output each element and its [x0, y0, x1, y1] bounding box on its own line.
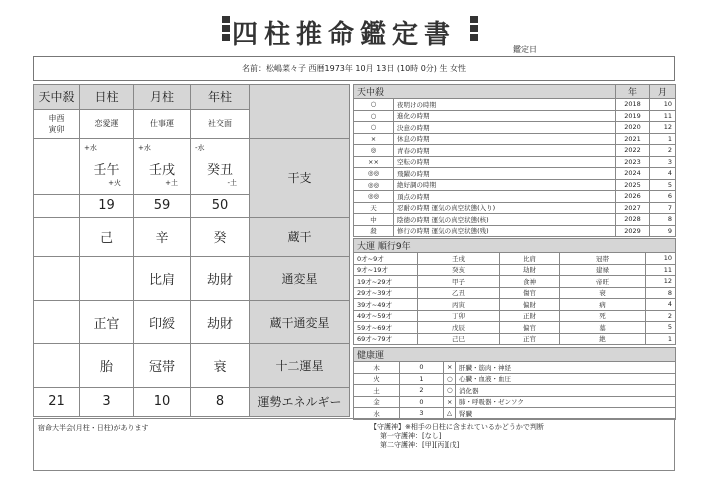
- kenko-row-cell: 消化器: [456, 385, 676, 397]
- title-bar-right: [470, 16, 478, 42]
- zokan-tsuhen-cell: 劫財: [191, 300, 250, 344]
- pillar-bot: +火: [108, 178, 121, 187]
- juniun-cell: 胎: [80, 344, 134, 388]
- tenchu-row-cell: ×: [354, 133, 394, 145]
- taiun-row-cell: 己巳: [418, 333, 500, 345]
- kenko-row: [354, 385, 676, 397]
- kenko-row-cell: 土: [354, 385, 400, 397]
- tenchu-row-cell: 9: [650, 225, 676, 237]
- tenchu-row-cell: 陰徳の時期 運気の真空状態(核): [394, 214, 616, 226]
- header-tenchusatsu: 天中殺: [34, 85, 80, 110]
- kenko-section: [353, 347, 675, 420]
- taiun-header: 大運 順行9年: [354, 239, 676, 253]
- tenchu-row-cell: 2019: [616, 110, 650, 122]
- taiun-row: [354, 287, 676, 299]
- tenchu-row-cell: 青春の時期: [394, 145, 616, 157]
- tenchu-row: [354, 214, 676, 226]
- taiun-row-cell: 11: [646, 264, 676, 276]
- zokan-tsuhen-label: 蔵干通変星: [250, 300, 350, 344]
- unsei-cell: 恋愛運: [80, 109, 134, 138]
- kenko-row-cell: 腎臓: [456, 408, 676, 420]
- shugoshin-line: 【守護神】※相手の日柱に含まれているかどうかで判断: [370, 423, 544, 431]
- pillar-cell: [134, 138, 191, 194]
- tenchu-row: [354, 122, 676, 134]
- taiun-row-cell: 絶: [560, 333, 646, 345]
- tenchu-row-cell: 10: [650, 99, 676, 111]
- tenchu-row-cell: ××: [354, 156, 394, 168]
- tenchu-row-cell: 5: [650, 179, 676, 191]
- tenchusatsu-line: 申酉: [48, 113, 65, 123]
- tenchu-row-cell: 11: [650, 110, 676, 122]
- tenchu-row-cell: 2020: [616, 122, 650, 134]
- tenchu-row-cell: 12: [650, 122, 676, 134]
- pillar-top: +水: [138, 143, 151, 152]
- tenchu-row: [354, 110, 676, 122]
- kenko-row-cell: 肺・呼吸器・ゼンソク: [456, 396, 676, 408]
- taiun-row-cell: 帝旺: [560, 276, 646, 288]
- tenchu-row-cell: 絶好調の時期: [394, 179, 616, 191]
- taiun-row: [354, 322, 676, 334]
- unsei-cell: 仕事運: [134, 109, 191, 138]
- empty-cell: [34, 344, 80, 388]
- tenchu-row-cell: 天: [354, 202, 394, 214]
- tenchu-row-cell: 殺: [354, 225, 394, 237]
- pillar-table: [33, 84, 350, 417]
- kenko-row-cell: 3: [400, 408, 444, 420]
- tenchu-row: [354, 145, 676, 157]
- tenchu-row-cell: 飛躍の時期: [394, 168, 616, 180]
- shugoshin-line: 第一守護神：[なし]: [380, 432, 442, 440]
- taiun-row-cell: 病: [560, 299, 646, 311]
- taiun-row-cell: 甲子: [418, 276, 500, 288]
- taiun-row-cell: 建禄: [560, 264, 646, 276]
- zokan-tsuhen-cell: 印綬: [134, 300, 191, 344]
- taiun-row-cell: 正財: [500, 310, 560, 322]
- tenchu-row: [354, 168, 676, 180]
- tenchu-row-cell: ○: [354, 99, 394, 111]
- pillar-top: -水: [195, 143, 205, 152]
- juniun-cell: 冠帯: [134, 344, 191, 388]
- tenchu-row-cell: 中: [354, 214, 394, 226]
- header-blank: [250, 85, 350, 139]
- kenko-row-cell: ○: [444, 385, 456, 397]
- taiun-row-cell: 食神: [500, 276, 560, 288]
- kantei-date-label: 鑑定日: [513, 45, 537, 54]
- taiun-row-cell: 丙寅: [418, 299, 500, 311]
- kenko-row-cell: 心臓・血液・血圧: [456, 373, 676, 385]
- empty-cell: [34, 138, 80, 194]
- notes-box: [33, 418, 675, 471]
- juniun-cell: 衰: [191, 344, 250, 388]
- taiun-row: [354, 333, 676, 345]
- energy-cell: 3: [80, 387, 134, 416]
- tenchu-row-cell: 8: [650, 214, 676, 226]
- tenchu-row: [354, 179, 676, 191]
- kenko-row-cell: ○: [444, 373, 456, 385]
- empty-cell: [34, 194, 80, 217]
- taiun-row-cell: 0才~9才: [354, 253, 418, 265]
- taiun-row-cell: 4: [646, 299, 676, 311]
- pillar-mid: 壬午: [93, 162, 120, 178]
- tenchu-row-cell: 2022: [616, 145, 650, 157]
- title-area: [0, 6, 702, 54]
- kenko-row-cell: 2: [400, 385, 444, 397]
- tenchu-row-cell: 修行の時期 運気の真空状態(残): [394, 225, 616, 237]
- tenchu-row-cell: 2023: [616, 156, 650, 168]
- juniun-label: 十二運星: [250, 344, 350, 388]
- kenko-header: 健康運: [354, 348, 676, 362]
- kenko-row-cell: 火: [354, 373, 400, 385]
- pillar-bot: +土: [165, 178, 178, 187]
- empty-cell: [34, 257, 80, 301]
- energy-label: 運勢エネルギー: [250, 387, 350, 416]
- zokan-cell: 辛: [134, 217, 191, 256]
- taiun-section: [353, 238, 675, 345]
- name-line: 名前：松嶋菜々子 西暦1973年 10月 13日 (10時 0分) 生 女性: [33, 56, 675, 81]
- taiun-row-cell: 偏官: [500, 322, 560, 334]
- taiun-row-cell: 比肩: [500, 253, 560, 265]
- tenchu-row-cell: 2028: [616, 214, 650, 226]
- shugoshin-notes: [370, 423, 544, 450]
- pillar-mid: 壬戌: [148, 162, 175, 178]
- kenko-row: [354, 373, 676, 385]
- pillar-top: +水: [84, 143, 97, 152]
- taiun-row-cell: 丁卯: [418, 310, 500, 322]
- tsuhen-cell: 劫財: [191, 257, 250, 301]
- tenchu-header: 天中殺: [354, 85, 616, 99]
- tenchu-row-cell: ◎◎: [354, 191, 394, 203]
- energy-cell: 10: [134, 387, 191, 416]
- taiun-row: [354, 310, 676, 322]
- kenko-row: [354, 396, 676, 408]
- number-cell: 19: [80, 194, 134, 217]
- kenko-row-cell: 木: [354, 362, 400, 374]
- tenchu-row-cell: 2025: [616, 179, 650, 191]
- tenchu-row-cell: 6: [650, 191, 676, 203]
- empty-cell: [34, 300, 80, 344]
- tenchu-row: [354, 202, 676, 214]
- tenchu-row-cell: 休息の時期: [394, 133, 616, 145]
- col-month: 月: [650, 85, 676, 99]
- taiun-row-cell: 死: [560, 310, 646, 322]
- taiun-row-cell: 69才~79才: [354, 333, 418, 345]
- tsuhen-cell: [80, 257, 134, 301]
- tenchu-row-cell: 忍耐の時期 運気の真空状態(入り): [394, 202, 616, 214]
- taiun-row-cell: 10: [646, 253, 676, 265]
- tenchusatsu-cell: [34, 109, 80, 138]
- taiun-row-cell: 5: [646, 322, 676, 334]
- tenchu-row: [354, 133, 676, 145]
- tenchu-row-cell: 2024: [616, 168, 650, 180]
- kenko-row-cell: 0: [400, 362, 444, 374]
- tenchu-row-cell: 2026: [616, 191, 650, 203]
- tenchu-section: [353, 84, 675, 237]
- unsei-cell: 社交面: [191, 109, 250, 138]
- taiun-row-cell: 衰: [560, 287, 646, 299]
- taiun-row-cell: 傷官: [500, 287, 560, 299]
- taiun-row-cell: 壬戌: [418, 253, 500, 265]
- header-nichichu: 日柱: [80, 85, 134, 110]
- taiun-row-cell: 乙丑: [418, 287, 500, 299]
- pillar-cell: [80, 138, 134, 194]
- zokan-cell: 己: [80, 217, 134, 256]
- tenchu-row: [354, 156, 676, 168]
- energy-cell: 8: [191, 387, 250, 416]
- taiun-row-cell: 冠帯: [560, 253, 646, 265]
- pillar-mid: 癸丑: [206, 162, 233, 178]
- col-year: 年: [616, 85, 650, 99]
- kenko-row: [354, 362, 676, 374]
- energy-cell: 21: [34, 387, 80, 416]
- empty-cell: [34, 217, 80, 256]
- tenchu-row-cell: ○: [354, 122, 394, 134]
- tenchu-row-cell: 1: [650, 133, 676, 145]
- taiun-row-cell: 墓: [560, 322, 646, 334]
- tenchu-row-cell: 7: [650, 202, 676, 214]
- tenchu-row-cell: 決意の時期: [394, 122, 616, 134]
- eto-label: 干支: [250, 138, 350, 217]
- taiun-row-cell: 49才~59才: [354, 310, 418, 322]
- tenchu-row-cell: ◎: [354, 145, 394, 157]
- taiun-row-cell: 9才~19才: [354, 264, 418, 276]
- kenko-row-cell: 1: [400, 373, 444, 385]
- tenchu-row-cell: 2021: [616, 133, 650, 145]
- tenchu-row-cell: 夜明けの時期: [394, 99, 616, 111]
- pillar-bot: -土: [227, 178, 237, 187]
- tenchu-row-cell: 4: [650, 168, 676, 180]
- tenchu-row-cell: ◎◎: [354, 179, 394, 191]
- tenchu-row: [354, 225, 676, 237]
- header-nenchu: 年柱: [191, 85, 250, 110]
- kenko-row-cell: ×: [444, 396, 456, 408]
- zokan-tsuhen-cell: 正官: [80, 300, 134, 344]
- zokan-label: 蔵干: [250, 217, 350, 256]
- kenko-row-cell: △: [444, 408, 456, 420]
- kenko-row-cell: 水: [354, 408, 400, 420]
- tenchu-row-cell: 2018: [616, 99, 650, 111]
- kenko-row-cell: 肝臓・筋肉・神経: [456, 362, 676, 374]
- tenchu-row-cell: 2029: [616, 225, 650, 237]
- tenchu-row: [354, 99, 676, 111]
- tenchu-row: [354, 191, 676, 203]
- number-cell: 59: [134, 194, 191, 217]
- taiun-row-cell: 劫財: [500, 264, 560, 276]
- tenchu-row-cell: 頂点の時期: [394, 191, 616, 203]
- taiun-row: [354, 299, 676, 311]
- taiun-row: [354, 276, 676, 288]
- kenko-row-cell: 0: [400, 396, 444, 408]
- shugoshin-line: 第二守護神：[甲][丙][戊]: [380, 441, 460, 449]
- tenchu-row-cell: ◎◎: [354, 168, 394, 180]
- tenchusatsu-line: 寅卯: [48, 124, 65, 134]
- taiun-row-cell: 59才~69才: [354, 322, 418, 334]
- taiun-row-cell: 正官: [500, 333, 560, 345]
- taiun-row-cell: 8: [646, 287, 676, 299]
- taiun-row-cell: 12: [646, 276, 676, 288]
- tsuhen-label: 通変星: [250, 257, 350, 301]
- kenko-row-cell: ×: [444, 362, 456, 374]
- taiun-row-cell: 2: [646, 310, 676, 322]
- shukumei-note: 宿命大半会(月柱・日柱)があります: [38, 424, 149, 432]
- tsuhen-cell: 比肩: [134, 257, 191, 301]
- tenchu-row-cell: 空転の時期: [394, 156, 616, 168]
- title-bar-left: [222, 16, 230, 42]
- taiun-row-cell: 1: [646, 333, 676, 345]
- taiun-row: [354, 264, 676, 276]
- header-getchu: 月柱: [134, 85, 191, 110]
- page-title: 四柱推命鑑定書: [232, 20, 457, 50]
- taiun-row-cell: 戊辰: [418, 322, 500, 334]
- pillar-cell: [191, 138, 250, 194]
- tenchu-row-cell: 進化の時期: [394, 110, 616, 122]
- kenko-row-cell: 金: [354, 396, 400, 408]
- taiun-row-cell: 29才~39才: [354, 287, 418, 299]
- taiun-row: [354, 253, 676, 265]
- tenchu-row-cell: ○: [354, 110, 394, 122]
- tenchu-row-cell: 3: [650, 156, 676, 168]
- taiun-row-cell: 19才~29才: [354, 276, 418, 288]
- tenchu-row-cell: 2: [650, 145, 676, 157]
- taiun-row-cell: 癸亥: [418, 264, 500, 276]
- taiun-row-cell: 偏財: [500, 299, 560, 311]
- number-cell: 50: [191, 194, 250, 217]
- tenchu-row-cell: 2027: [616, 202, 650, 214]
- taiun-row-cell: 39才~49才: [354, 299, 418, 311]
- zokan-cell: 癸: [191, 217, 250, 256]
